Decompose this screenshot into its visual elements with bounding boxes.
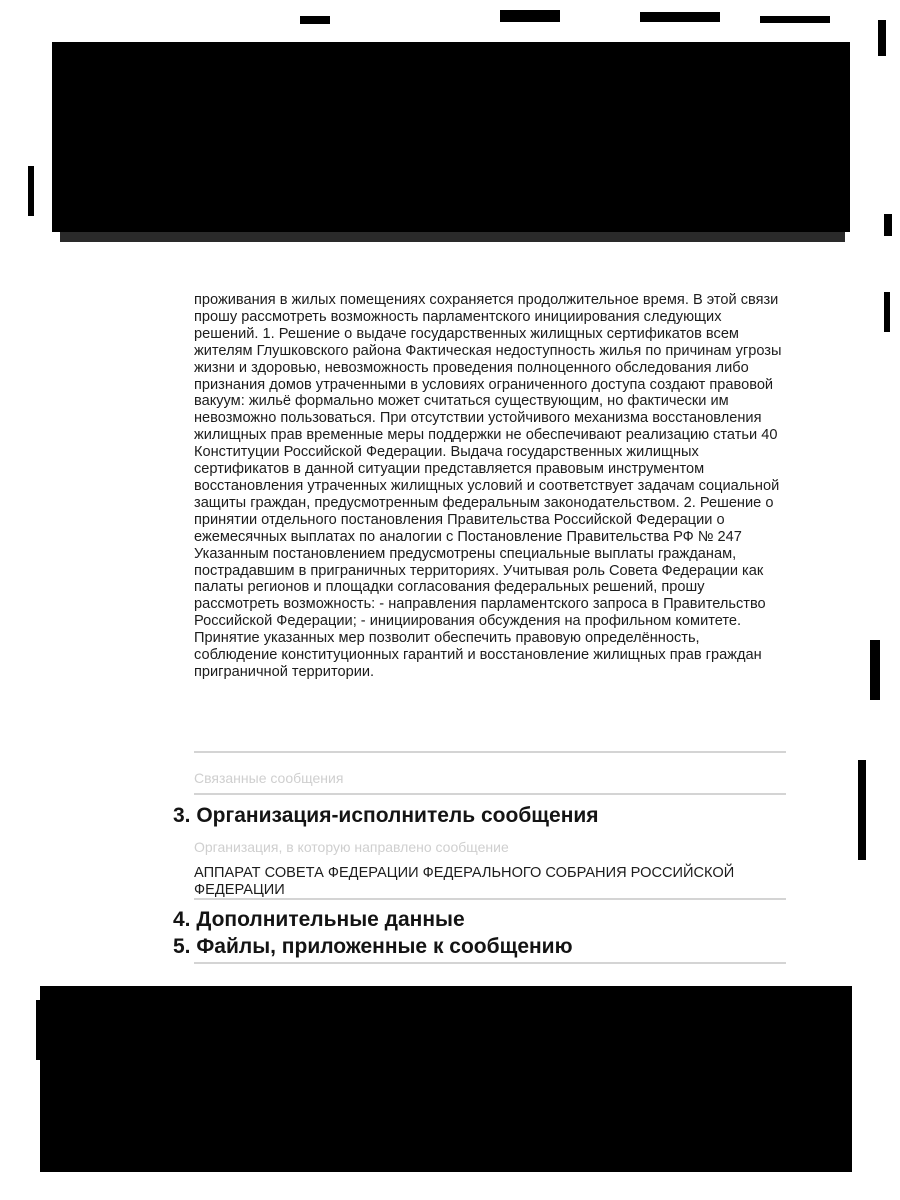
organization-value: АППАРАТ СОВЕТА ФЕДЕРАЦИИ ФЕДЕРАЛЬНОГО СОБРАНИЯ РОССИЙСКОЙ ФЕДЕРАЦИИ [194, 865, 735, 898]
section-heading-executor: 3. Организация-исполнитель сообщения [173, 804, 599, 827]
section-heading-attached-files: 5. Файлы, приложенные к сообщению [173, 935, 573, 958]
divider [194, 898, 786, 900]
divider [194, 962, 786, 964]
organization-label: Организация, в которую направлено сообщение [194, 839, 509, 855]
divider [194, 751, 786, 753]
message-body-text: проживания в жилых помещениях сохраняется продолжительное время. В этой связи прошу рассмотреть возможность парламентского инициирования следующих решений. 1. Решение о выдаче государственных жилищных сертификатов всем жителям Глушковского района Фактическая недоступность жилья по причинам угрозы жизни и здоровью, невозможность проведения полноценного обследования либо признания домов утраченными в условиях ограниченного доступа создают правовой вакуум: жильё формально может считаться существующим, но фактически им невозможно пользоваться. При отсутствии устойчивого механизма восстановления жилищных прав временные меры поддержки не обеспечивают реализацию статьи 40 Конституции Российской Федерации. Выдача государственных жилищных сертификатов в данной ситуации представляется правовым инструментом восстановления утраченных жилищных условий и соответствует задачам социальной защиты граждан, предусмотренным федеральным законодательством. 2. Решение о принятии отдельного постановления Правительства Российской Федерации о ежемесячных выплатах по аналогии с Постановление Правительства РФ № 247 Указанным постановлением предусмотрены специальные выплаты гражданам, пострадавшим в приграничных территориях. Учитывая роль Совета Федерации как палаты регионов и площадки согласования федеральных решений, прошу рассмотреть возможность: - направления парламентского запроса в Правительство Российской Федерации; - инициирования обсуждения на профильном комитете. Принятие указанных мер позволит обеспечить правовую определённость, соблюдение конституционных гарантий и восстановление жилищных прав граждан приграничной территории. [194, 292, 782, 680]
section-heading-additional-data: 4. Дополнительные данные [173, 908, 465, 931]
divider [194, 793, 786, 795]
related-messages-label: Связанные сообщения [194, 770, 344, 786]
